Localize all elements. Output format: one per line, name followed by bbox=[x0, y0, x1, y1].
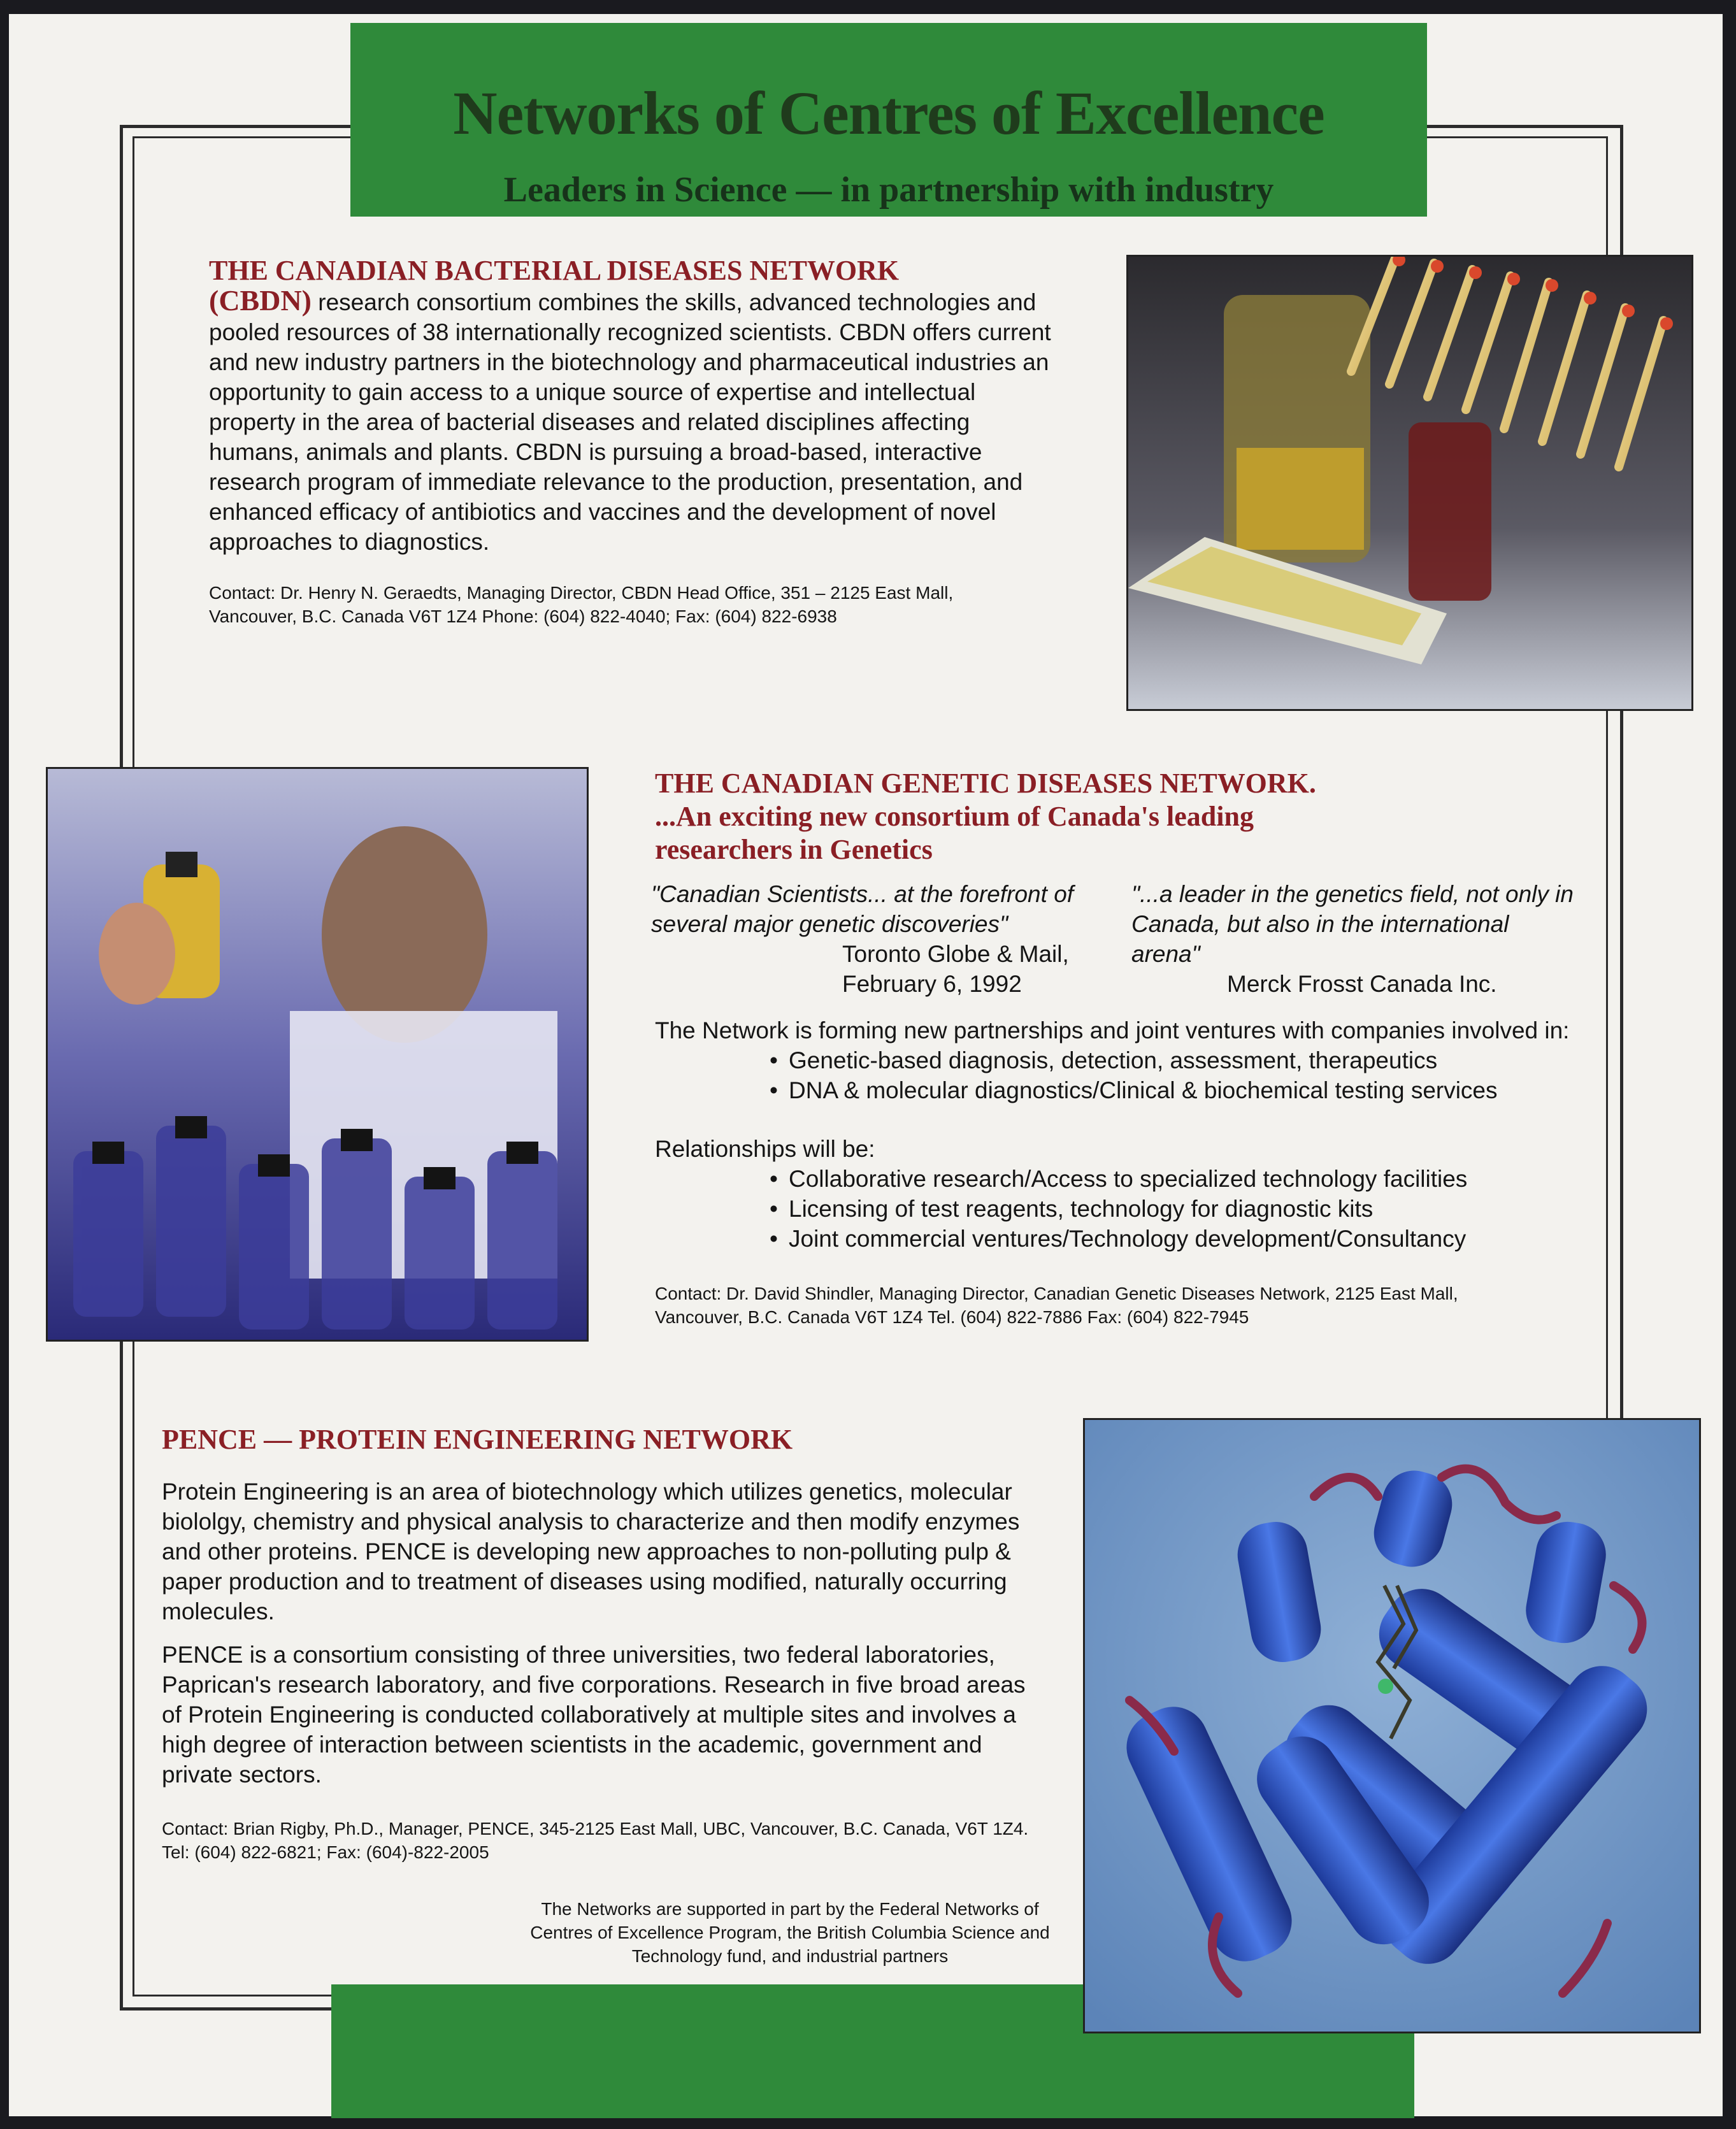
cbdn-abbr: (CBDN) bbox=[209, 284, 312, 317]
page-title: Networks of Centres of Excellence bbox=[453, 79, 1324, 147]
pence-contact: Contact: Brian Rigby, Ph.D., Manager, PENCE, 345-2125 East Mall, UBC, Vancouver, B.C. Canada, V6T 1Z4. Tel: (604) 822-6821; Fax: (604)-822-2005 bbox=[162, 1819, 1029, 1862]
cgdn-partners bbox=[655, 1015, 1591, 1105]
cgdn-quote2 bbox=[1131, 879, 1577, 999]
lab-pipette-photo bbox=[1126, 255, 1693, 711]
cgdn-heading bbox=[655, 767, 1610, 866]
page-subtitle: Leaders in Science — in partnership with industry bbox=[503, 170, 1274, 210]
pence-heading: PENCE — PROTEIN ENGINEERING NETWORK bbox=[162, 1424, 793, 1455]
cgdn-quote1 bbox=[651, 879, 1097, 999]
protein-model-image bbox=[1083, 1418, 1701, 2033]
list-item: • Licensing of test reagents, technology for diagnostic kits bbox=[770, 1194, 1591, 1224]
pence-para1: Protein Engineering is an area of biotechnology which utilizes genetics, molecular biololgy, chemistry and physical analysis to characterize and then modify enzymes and other proteins. PENCE is developing new approaches to non-polluting pulp & paper production and to treatment of diseases using modified, naturally occurring molecules. bbox=[162, 1479, 1020, 1624]
cgdn-heading-line3: researchers in Genetics bbox=[655, 834, 933, 865]
cgdn-heading-line1: THE CANADIAN GENETIC DISEASES NETWORK. bbox=[655, 768, 1316, 799]
cgdn-partners-intro: The Network is forming new partnerships and joint ventures with companies involved in: bbox=[655, 1017, 1570, 1043]
cbdn-body-text: research consortium combines the skills, advanced technologies and pooled resources of 38 internationally recognized scientists. CBDN offers current and new industry partners in the biotechnology and pharmaceutical industries an opportunity to gain access to a unique source of expertise and intellectual property in the area of bacterial diseases and related disciplines affecting humans, animals and plants. CBDN is pursuing a broad-based, interactive research program of immediate relevance to the production, presentation, and enhanced efficacy of antibiotics and vaccines and the development of novel approaches to diagnostics. bbox=[209, 289, 1051, 555]
list-item: • Joint commercial ventures/Technology development/Consultancy bbox=[770, 1224, 1591, 1254]
list-item: • Genetic-based diagnosis, detection, assessment, therapeutics bbox=[770, 1045, 1591, 1075]
cgdn-quote2-source: Merck Frosst Canada Inc. bbox=[1227, 971, 1497, 997]
list-item: • DNA & molecular diagnostics/Clinical & biochemical testing services bbox=[770, 1075, 1591, 1105]
cgdn-quote1-source: Toronto Globe & Mail, bbox=[842, 941, 1069, 967]
cgdn-contact: Contact: Dr. David Shindler, Managing Director, Canadian Genetic Diseases Network, 2125 East Mall, Vancouver, B.C. Canada V6T 1Z4 Tel. (604) 822-7886 Fax: (604) 822-7945 bbox=[655, 1284, 1458, 1327]
cgdn-quote1-date: February 6, 1992 bbox=[842, 971, 1022, 997]
cgdn-relationships-intro: Relationships will be: bbox=[655, 1136, 875, 1162]
cbdn-heading: THE CANADIAN BACTERIAL DISEASES NETWORK bbox=[209, 255, 900, 286]
cgdn-relationships bbox=[655, 1134, 1591, 1254]
cbdn-contact: Contact: Dr. Henry N. Geraedts, Managing Director, CBDN Head Office, 351 – 2125 East Mall, Vancouver, B.C. Canada V6T 1Z4 Phone: (604) 822-4040; Fax: (604) 822-6938 bbox=[209, 583, 954, 626]
cgdn-heading-line2: ...An exciting new consortium of Canada's leading bbox=[655, 801, 1254, 832]
list-item: • Collaborative research/Access to specialized technology facilities bbox=[770, 1164, 1591, 1194]
scientist-flask-photo bbox=[46, 767, 589, 1342]
funding-note: The Networks are supported in part by the Federal Networks of Centres of Excellence Program, the British Columbia Science and Technology fund, and industrial partners bbox=[530, 1899, 1050, 1966]
cgdn-quote2-text: "...a leader in the genetics field, not only in Canada, but also in the international arena" bbox=[1131, 881, 1574, 967]
cgdn-quote1-text: "Canadian Scientists... at the forefront of several major genetic discoveries" bbox=[651, 881, 1074, 937]
pence-para2: PENCE is a consortium consisting of three universities, two federal laboratories, Paprican's research laboratory, and five corporations. Research in five broad areas of Protein Engineering is conducted collaboratively at multiple sites and involves a high degree of interaction between scientists in the academic, government and private sectors. bbox=[162, 1642, 1026, 1788]
cbdn-body bbox=[209, 285, 1056, 557]
